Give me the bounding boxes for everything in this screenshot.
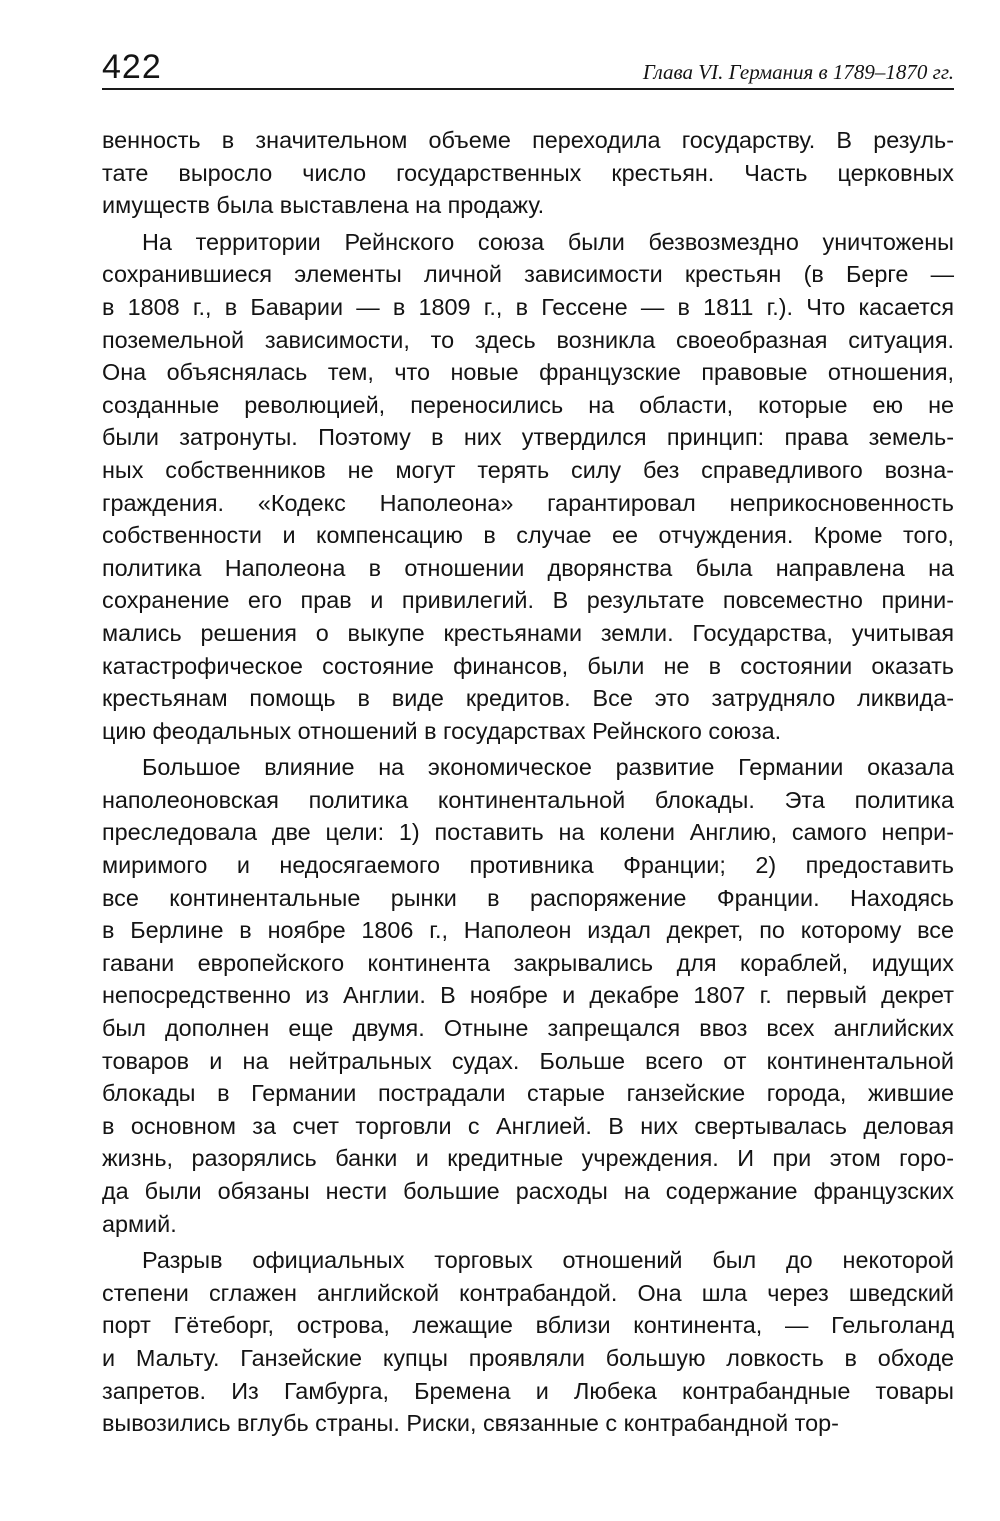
book-page [102, 42, 954, 1440]
running-head: Глава VI. Германия в 1789–1870 гг. [642, 60, 954, 84]
paragraph [102, 124, 954, 222]
text-line: все континентальные рынки в распоряжение Франции. Находясь [102, 884, 954, 911]
text-line: степени сглажен английской контрабандой. Она шла через шведский [102, 1279, 954, 1306]
text-line: товаров и на нейтральных судах. Больше всего от континентальной [102, 1047, 954, 1074]
text-line: наполеоновская политика континентальной блокады. Эта политика [102, 786, 954, 813]
text-line: миримого и недосягаемого противника Франции; 2) предоставить [102, 852, 954, 879]
text-line: поземельной зависимости, то здесь возникла своеобразная ситуация. [102, 326, 954, 353]
text-line: и Мальту. Ганзейские купцы проявляли большую ловкость в обходе [102, 1344, 954, 1371]
text-line: непосредственно из Англии. В ноябре и декабре 1807 г. первый декрет [102, 982, 954, 1009]
text-line: преследовала две цели: 1) поставить на колени Англию, самого непри- [102, 819, 954, 846]
text-line: гавани европейского континента закрывались для кораблей, идущих [102, 949, 954, 976]
text-line: запретов. Из Гамбурга, Бремена и Любека контрабандные товары [102, 1377, 954, 1404]
text-line: армий. [102, 1210, 177, 1237]
text-line: блокады в Германии пострадали старые ганзейские города, жившие [102, 1080, 954, 1107]
text-line: порт Гётеборг, острова, лежащие вблизи континента, — Гельголанд [102, 1312, 954, 1339]
text-line: жизнь, разорялись банки и кредитные учреждения. И при этом горо- [102, 1145, 954, 1172]
page-header [102, 42, 954, 90]
paragraph [102, 751, 954, 1240]
text-line: собственности и компенсацию в случае ее отчуждения. Кроме того, [102, 522, 954, 549]
text-line: в 1808 г., в Баварии — в 1809 г., в Гессене — в 1811 г.). Что касается [102, 293, 954, 320]
text-line: вывозились вглубь страны. Риски, связанные с контрабандной тор- [102, 1410, 839, 1437]
text-line: цию феодальных отношений в государствах Рейнского союза. [102, 717, 782, 744]
text-line: ных собственников не могут терять силу без справедливого возна- [102, 456, 954, 483]
text-line: мались решения о выкупе крестьянами земли. Государства, учитывая [102, 619, 954, 646]
text-line: На территории Рейнского союза были безвозмездно уничтожены [142, 228, 954, 255]
text-line: сохранение его прав и привилегий. В результате повсеместно прини- [102, 587, 954, 614]
text-line: Разрыв официальных торговых отношений был до некоторой [142, 1247, 954, 1274]
text-line: Она объяснялась тем, что новые французские правовые отношения, [102, 359, 954, 386]
text-line: был дополнен еще двумя. Отныне запрещался ввоз всех английских [102, 1015, 954, 1042]
paragraph [102, 226, 954, 748]
text-line: имуществ была выставлена на продажу. [102, 192, 545, 219]
text-line: были затронуты. Поэтому в них утвердился принцип: права земель- [102, 424, 954, 451]
text-line: в основном за счет торговли с Англией. В них свертывалась деловая [102, 1112, 954, 1139]
text-line: политика Наполеона в отношении дворянства была направлена на [102, 554, 954, 581]
text-line: да были обязаны нести большие расходы на содержание французских [102, 1178, 954, 1204]
text-line: граждения. «Кодекс Наполеона» гарантировал неприкосновенность [102, 489, 954, 516]
text-line: созданные революцией, переносились на области, которые ею не [102, 391, 954, 418]
text-line: в Берлине в ноябре 1806 г., Наполеон издал декрет, по которому все [102, 917, 954, 944]
page-number: 422 [102, 48, 162, 86]
text-line: крестьянам помощь в виде кредитов. Все это затрудняло ликвида- [102, 685, 954, 712]
body-text [102, 124, 954, 1440]
text-line: сохранившиеся элементы личной зависимости крестьян (в Берге — [102, 261, 954, 288]
text-line: венность в значительном объеме переходила государству. В резуль- [102, 127, 954, 153]
text-line: катастрофическое состояние финансов, были не в состоянии оказать [102, 652, 954, 679]
text-line: Большое влияние на экономическое развитие Германии оказала [142, 754, 954, 781]
text-line: тате выросло число государственных крестьян. Часть церковных [102, 159, 954, 186]
paragraph [102, 1244, 954, 1440]
